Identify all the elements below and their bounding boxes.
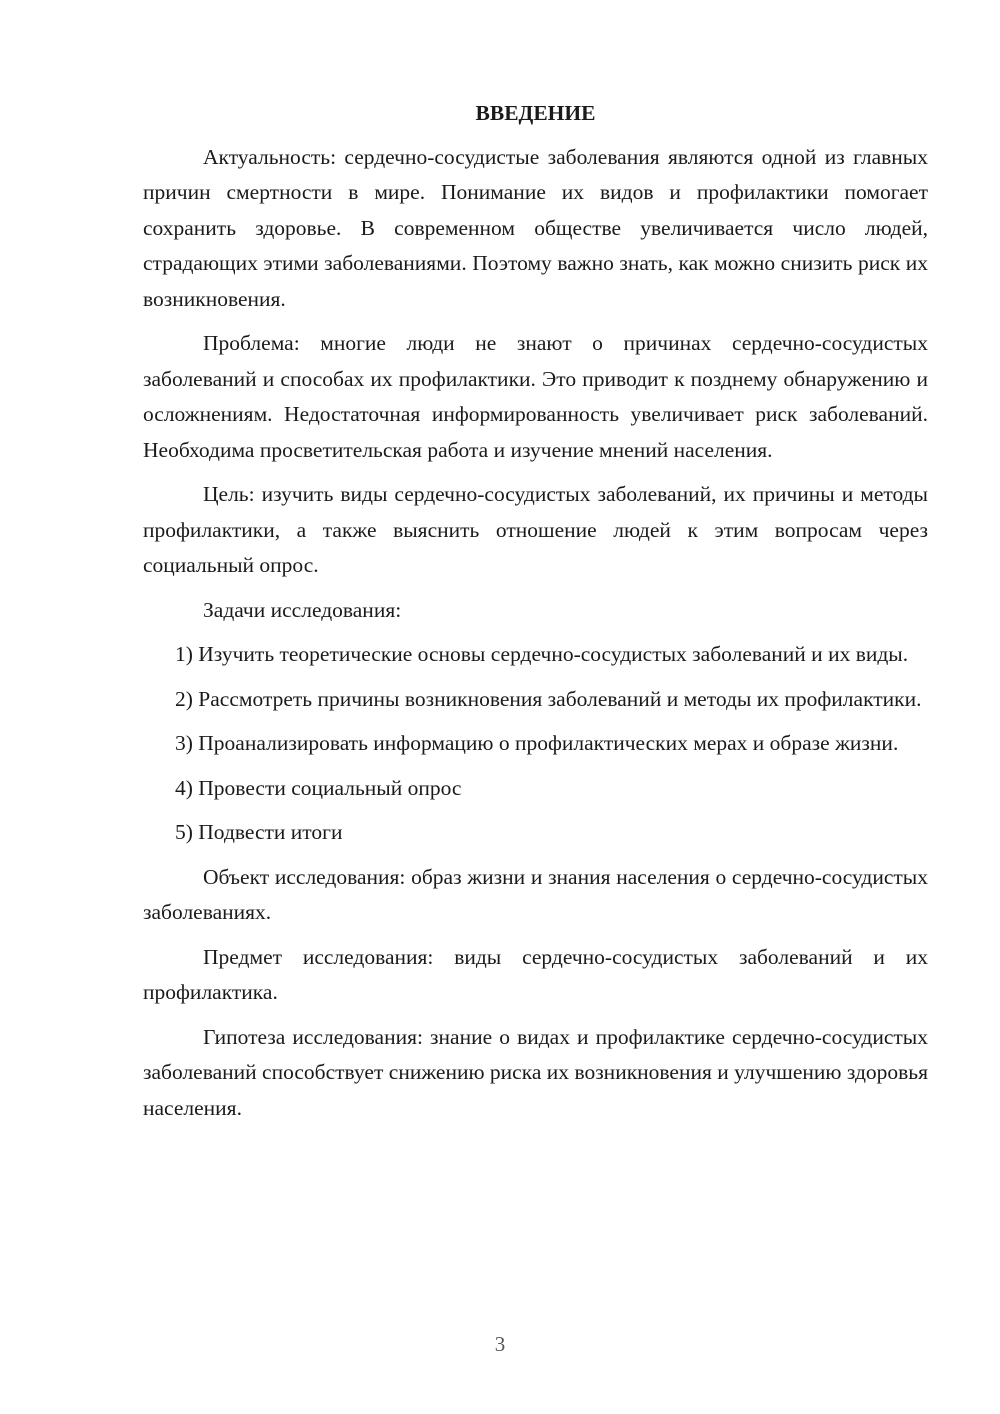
object-paragraph: Объект исследования: образ жизни и знания населения о сердечно-сосудистых заболеваниях.	[143, 864, 928, 924]
hypothesis-paragraph: Гипотеза исследования: знание о видах и профилактике сердечно-сосудистых заболеваний способствует снижению риска их возникновения и улучшению здоровья населения.	[143, 1024, 928, 1120]
document-page	[143, 96, 928, 1135]
goal-paragraph: Цель: изучить виды сердечно-сосудистых заболеваний, их причины и методы профилактики, а также выяснить отношение людей к этим вопросам через социальный опрос.	[143, 482, 928, 577]
task-item: 5) Подвести итоги	[175, 820, 343, 844]
tasks-heading: Задачи исследования:	[203, 597, 402, 622]
section-title: ВВЕДЕНИЕ	[475, 101, 596, 125]
task-item: 2) Рассмотреть причины возникновения заболеваний и методы их профилактики.	[175, 686, 922, 711]
relevance-paragraph: Актуальность: сердечно-сосудистые заболевания являются одной из главных причин смертности в мире. Понимание их видов и профилактики помогает сохранить здоровье. В современном обществе увеличивается число людей, страдающих этими заболеваниями. Поэтому важно знать, как можно снизить риск их возникновения.	[143, 144, 928, 311]
problem-paragraph: Проблема: многие люди не знают о причинах сердечно-сосудистых заболеваний и способах их профилактики. Это приводит к позднему обнаружению и осложнениям. Недостаточная информированность увеличивает риск заболеваний. Необходима просветительская работа и изучение мнений населения.	[143, 331, 928, 462]
task-item: 3) Проанализировать информацию о профилактических мерах и образе жизни.	[175, 731, 899, 755]
task-item: 4) Провести социальный опрос	[175, 775, 462, 800]
page-number: 3	[494, 1332, 506, 1356]
task-item: 1) Изучить теоретические основы сердечно-сосудистых заболеваний и их виды.	[175, 642, 909, 666]
subject-paragraph: Предмет исследования: виды сердечно-сосудистых заболеваний и их профилактика.	[143, 944, 928, 1004]
